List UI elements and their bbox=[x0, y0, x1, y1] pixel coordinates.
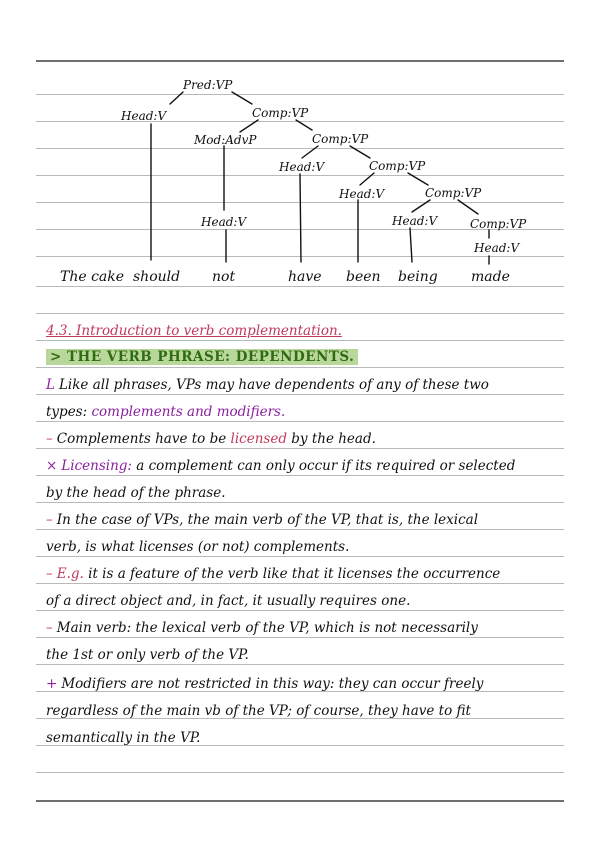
note-line-9 bbox=[46, 593, 410, 609]
note-text: Modifiers are not restricted in this way: they can occur freely bbox=[61, 676, 484, 692]
node-comp-vp-2: Comp:VP bbox=[312, 132, 369, 146]
note-text: Complements have to be bbox=[56, 431, 227, 447]
ruled-line bbox=[36, 421, 564, 422]
word-not: not bbox=[212, 269, 236, 285]
ruled-line bbox=[36, 637, 564, 638]
note-highlight-pink: licensed bbox=[230, 431, 287, 447]
note-text: the 1st or only verb of the VP. bbox=[46, 647, 249, 663]
note-line-4 bbox=[46, 458, 515, 474]
note-text: of a direct object and, in fact, it usually requires one. bbox=[46, 593, 411, 609]
note-line-5 bbox=[46, 485, 226, 501]
note-line-10 bbox=[46, 620, 478, 636]
node-head-v-not: Head:V bbox=[201, 215, 247, 229]
note-text: it is a feature of the verb like that it licenses the occurrence bbox=[88, 566, 501, 582]
note-highlight-purple: Licensing: bbox=[61, 458, 132, 474]
bullet-dash: – bbox=[46, 566, 53, 582]
syntax-tree-diagram bbox=[0, 0, 600, 300]
subtitle-highlighted: > THE VERB PHRASE: DEPENDENTS. bbox=[46, 349, 358, 365]
ruled-line bbox=[36, 610, 564, 611]
node-pred-vp: Pred:VP bbox=[183, 78, 233, 92]
ruled-line bbox=[36, 556, 564, 557]
note-line-1 bbox=[46, 377, 489, 393]
section-title-text: 4.3. Introduction to verb complementation. bbox=[46, 323, 342, 339]
note-text: regardless of the main vb of the VP; of course, they have to fit bbox=[46, 703, 471, 719]
bullet-l: L bbox=[46, 377, 55, 393]
node-head-v-have: Head:V bbox=[279, 160, 325, 174]
subtitle-line bbox=[46, 349, 358, 365]
section-title bbox=[46, 323, 342, 339]
ruled-line bbox=[36, 529, 564, 530]
word-made: made bbox=[471, 269, 510, 285]
word-have: have bbox=[288, 269, 322, 285]
note-line-6 bbox=[46, 512, 478, 528]
note-text: a complement can only occur if its required or selected bbox=[136, 458, 516, 474]
ruled-line bbox=[36, 475, 564, 476]
note-line-12 bbox=[46, 676, 483, 692]
node-head-v-being: Head:V bbox=[392, 214, 438, 228]
ruled-line bbox=[36, 772, 564, 773]
note-line-13 bbox=[46, 703, 471, 719]
note-highlight-purple: complements and modifiers. bbox=[91, 404, 286, 420]
note-line-14 bbox=[46, 730, 200, 746]
note-text: by the head. bbox=[291, 431, 376, 447]
node-head-v-should: Head:V bbox=[121, 109, 167, 123]
word-should: should bbox=[133, 269, 181, 285]
node-comp-vp-5: Comp:VP bbox=[470, 217, 527, 231]
bullet-plus: + bbox=[46, 676, 58, 692]
note-text: In the case of VPs, the main verb of the VP, that is, the lexical bbox=[56, 512, 479, 528]
ruled-line bbox=[36, 394, 564, 395]
note-text: types: bbox=[46, 404, 88, 420]
note-line-2 bbox=[46, 404, 285, 420]
bullet-x: × bbox=[46, 458, 58, 474]
node-comp-vp-4: Comp:VP bbox=[425, 186, 482, 200]
ruled-line bbox=[36, 583, 564, 584]
word-the-cake: The cake bbox=[60, 269, 125, 285]
node-mod-advp: Mod:AdvP bbox=[194, 133, 257, 147]
note-text: by the head of the phrase. bbox=[46, 485, 226, 501]
note-highlight-pink: E.g. bbox=[56, 566, 84, 582]
note-line-11 bbox=[46, 647, 249, 663]
bullet-dash: – bbox=[46, 620, 53, 636]
node-comp-vp-1: Comp:VP bbox=[252, 106, 309, 120]
word-been: been bbox=[346, 269, 381, 285]
ruled-line bbox=[36, 340, 564, 341]
node-comp-vp-3: Comp:VP bbox=[369, 159, 426, 173]
bottom-rule bbox=[36, 800, 564, 802]
bullet-dash: – bbox=[46, 512, 53, 528]
note-text: semantically in the VP. bbox=[46, 730, 201, 746]
note-text: Like all phrases, VPs may have dependents of any of these two bbox=[58, 377, 489, 393]
ruled-line bbox=[36, 664, 564, 665]
note-line-8 bbox=[46, 566, 500, 582]
ruled-line bbox=[36, 502, 564, 503]
node-head-v-made: Head:V bbox=[474, 241, 520, 255]
ruled-line bbox=[36, 313, 564, 314]
note-line-7 bbox=[46, 539, 349, 555]
word-being: being bbox=[398, 269, 438, 285]
ruled-line bbox=[36, 367, 564, 368]
note-text: verb, is what licenses (or not) complements. bbox=[46, 539, 350, 555]
note-line-3 bbox=[46, 431, 376, 447]
note-text: Main verb: the lexical verb of the VP, which is not necessarily bbox=[56, 620, 478, 636]
ruled-line bbox=[36, 448, 564, 449]
node-head-v-been: Head:V bbox=[339, 187, 385, 201]
bullet-dash: – bbox=[46, 431, 53, 447]
